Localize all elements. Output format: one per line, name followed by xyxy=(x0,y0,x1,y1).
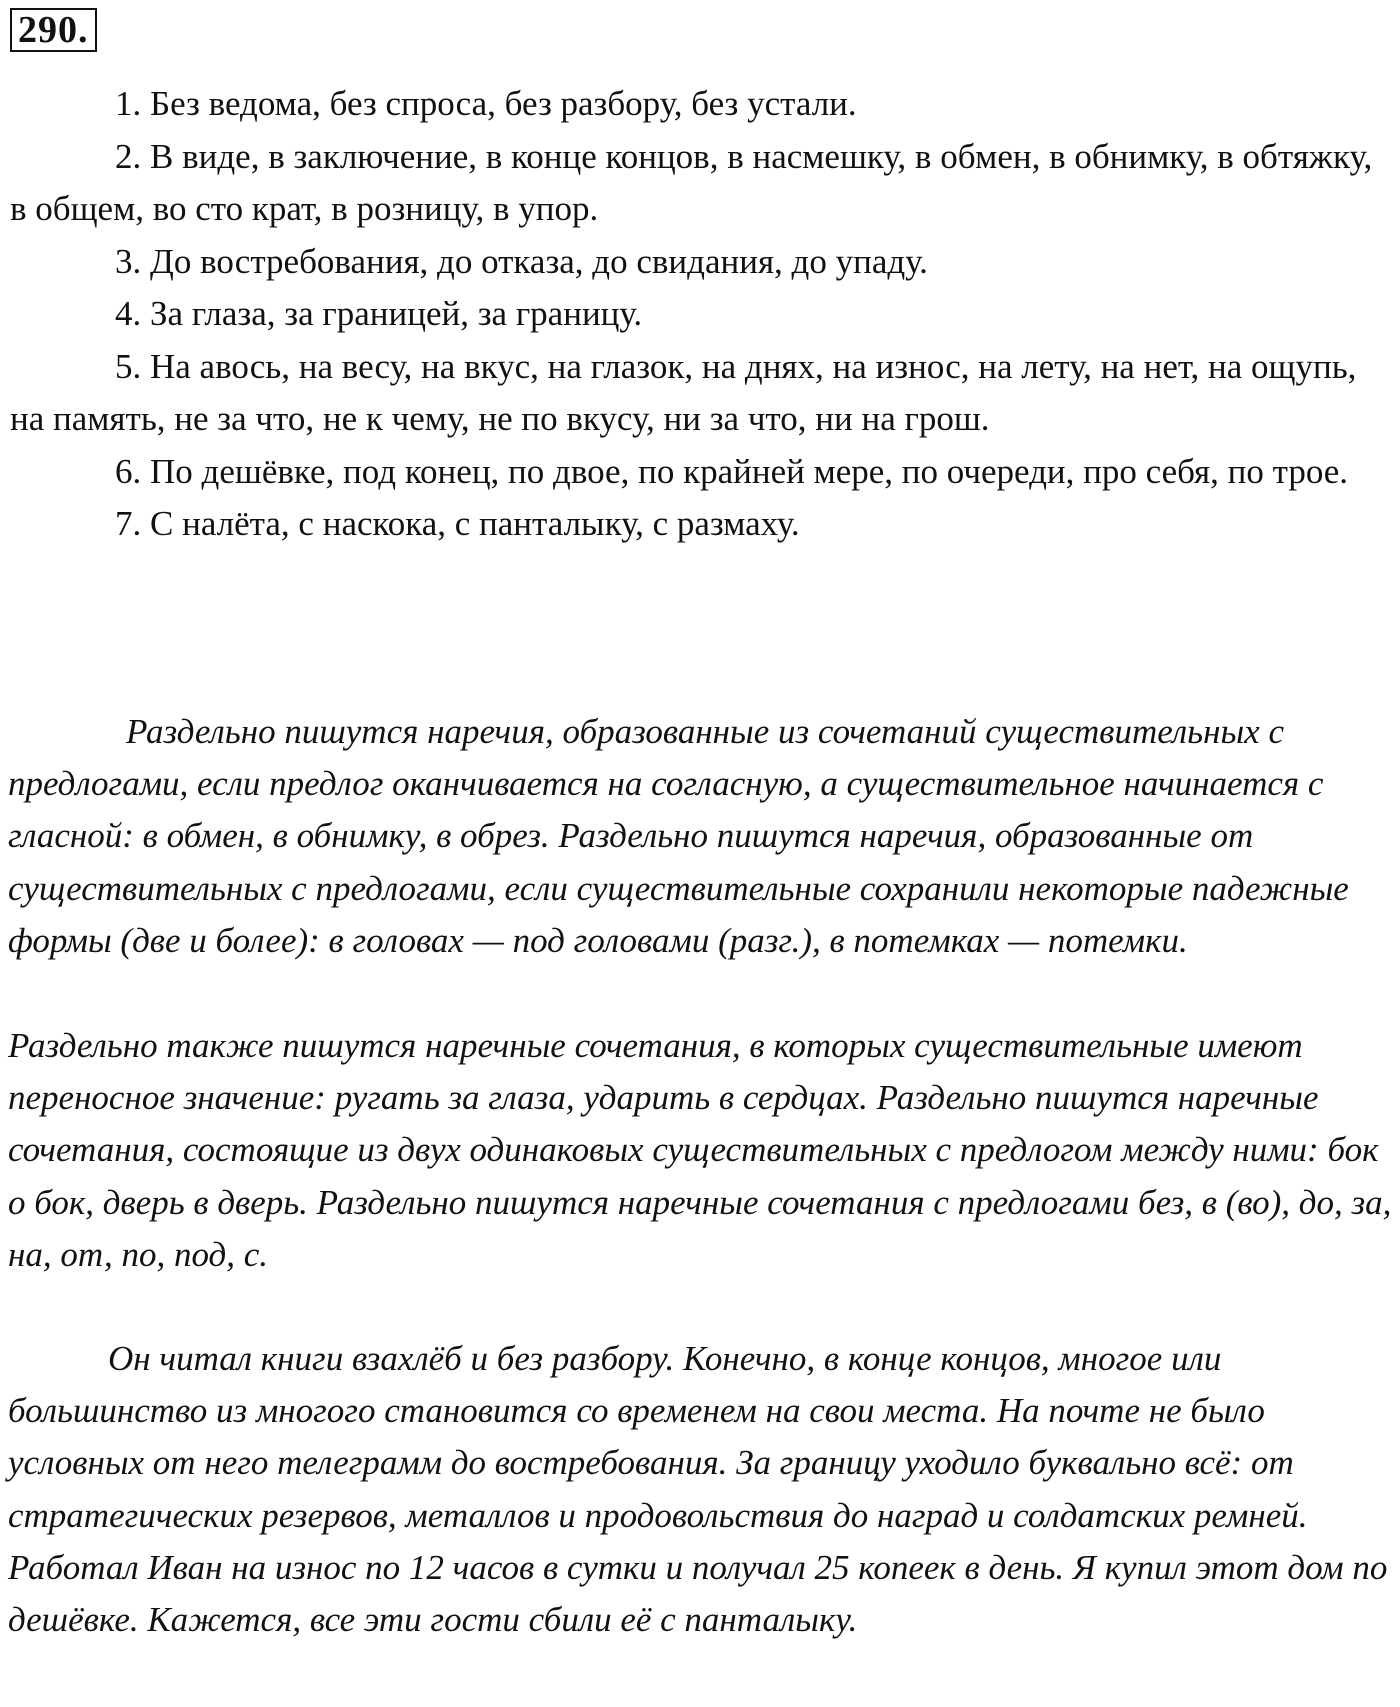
exercise-number: 290. xyxy=(10,8,97,52)
answer-item-3: 3. До востребования, до отказа, до свидания, до упаду. xyxy=(115,241,928,281)
answer-item-7: 7. С налёта, с наскока, с панталыку, с размаху. xyxy=(115,504,800,543)
answer-item-5: 5. На авось, на весу, на вкус, на глазок, на днях, на износ, на лету, на нет, на ощупь, на память, не за что, не к чему, не по вкусу, ни за что, ни на грош. xyxy=(10,346,1357,438)
example-sentences xyxy=(8,1333,1392,1646)
examples-paragraph: Он читал книги взахлёб и без разбору. Конечно, в конце концов, многое или большинство из многого становится со временем на свои места. На почте не было условных от него телеграмм до востребования. За границу уходило буквально всё: от стратегических резервов, металлов и продовольствия до наград и солдатских ремней. Работал Иван на износ по 12 часов в сутки и получал 25 копеек в день. Я купил этот дом по дешёвке. Кажется, все эти гости сбили её с панталыку. xyxy=(8,1339,1388,1640)
additional-rules xyxy=(8,1020,1392,1281)
answer-item-6: 6. По дешёвке, под конец, по двое, по крайней мере, по очереди, про себя, по трое. xyxy=(115,451,1349,491)
rule-paragraph: Раздельно пишутся наречия, образованные из сочетаний существительных с предлогами, если предлог оканчивается на согласную, а существительное начинается с гласной: в обмен, в обнимку, в обрез. Раздельно пишутся наречия, образованные от существительных с предлогами, если существительные сохранили некоторые падежные формы (две и более): в головах — под головами (разг.), в потемках — потемки. xyxy=(8,712,1349,960)
extra-rule-paragraph: Раздельно также пишутся наречные сочетания, в которых существительные имеют переносное значение: ругать за глаза, ударить в сердцах. Раздельно пишутся наречные сочетания, состоящие из двух одинаковых существительных с предлогом между ними: бок о бок, дверь в дверь. Раздельно пишутся наречные сочетания с предлогами без, в (во), до, за, на, от, по, под, с. xyxy=(8,1026,1392,1274)
rule-explanation xyxy=(8,706,1392,967)
answer-list xyxy=(10,78,1390,551)
answer-item-2: 2. В виде, в заключение, в конце концов, в насмешку, в обмен, в обнимку, в обтяжку, в общем, во сто крат, в розницу, в упор. xyxy=(10,136,1373,228)
answer-item-1: 1. Без ведома, без спроса, без разбору, без устали. xyxy=(115,84,857,123)
answer-item-4: 4. За глаза, за границей, за границу. xyxy=(115,294,643,333)
